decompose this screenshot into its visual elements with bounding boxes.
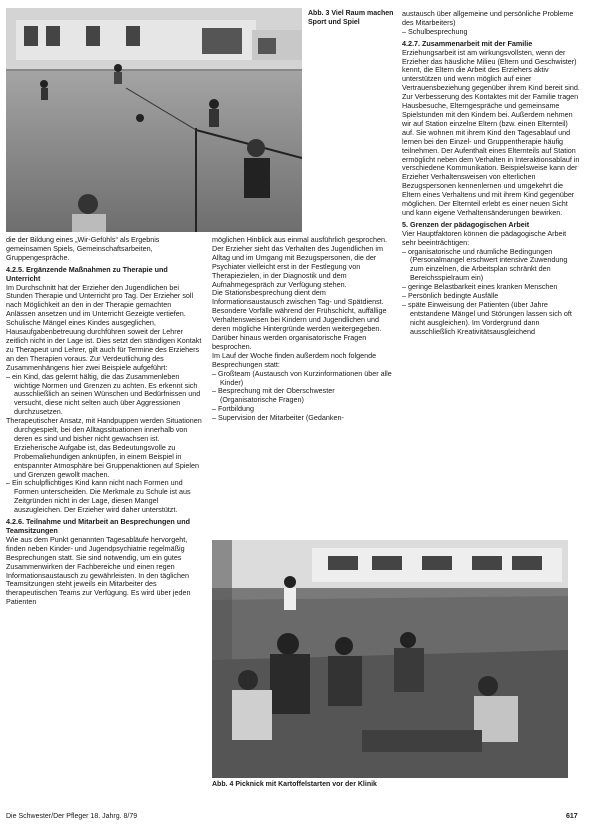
list-item: Therapeutischer Ansatz, mit Handpuppen werden Situationen durchgespielt, bei den Alltagssituationen innerhalb von deren es sind und bisher nicht gewachsen ist. Erzieherische Aufgabe ist, das Bedeutungsvolle zu Probemaliehundigen anknüpfen, in einem Beispiel in entspannter Atmosphäre bei Gruppenaktionen auf Spielen und Grenzen gewollt machen. (6, 416, 202, 479)
list-item: – Ein schulpflichtiges Kind kann nicht nach Formen und Formen unterscheiden. Die Merkmale zu Schule ist aus Zeitgründen nicht in der Lage, diesen Mangel auszugleichen. Der Erzieher wird daher unterstützt. (6, 478, 191, 515)
figure-4-caption: Abb. 4 Picknick mit Kartoffelstarten vor der Klinik (212, 781, 377, 788)
paragraph: die der Bildung eines „Wir-Gefühls“ als Ergebnis gemeinsamen Spiels, Gemeinschaftsarbeiten, Gruppengespräche. (6, 235, 160, 262)
list-item: – Supervision der Mitarbeiter (Gedanken- (212, 413, 344, 423)
list-item: – Großteam (Austausch von Kurzinformationen über alle Kinder) (212, 368, 392, 387)
paragraph: Vier Hauptfaktoren können die pädagogische Arbeit sehr beeinträchtigen: (402, 228, 567, 247)
text-column-2 (212, 236, 392, 423)
text-column-1 (6, 236, 202, 607)
list-item: – Persönlich bedingte Ausfälle (402, 291, 499, 301)
photo-schoolyard-sports (6, 8, 302, 232)
photo-picnic (212, 540, 568, 778)
list-item: – Fortbildung (212, 404, 254, 414)
section-heading: 4.2.7. Zusammenarbeit mit der Familie (402, 38, 533, 48)
page-number: 617 (566, 813, 578, 820)
list-item: – Schulbesprechung (402, 26, 468, 36)
text-column-3 (402, 10, 580, 337)
paragraph: austausch über allgemeine und persönliche Probleme des Mitarbeiters) (402, 9, 574, 27)
list-item: – späte Einweisung der Patienten (über Jahre entstandene Mängel und Störungen lassen sich oft nicht ausgleichen). Im Vordergrund dann ausschließlich Kreativitätsausgleichend (402, 300, 572, 336)
section-heading: 5. Grenzen der pädagogischen Arbeit (402, 219, 530, 229)
section-heading: 4.2.5. Ergänzende Maßnahmen zu Therapie und Unterricht (6, 264, 168, 283)
paragraph: Im Lauf der Woche finden außerdem noch folgende Besprechungen statt: (212, 350, 377, 369)
list-item: – Besprechung mit der Oberschwester (Organisatorische Fragen) (212, 386, 335, 405)
footer-journal-info: Die Schwester/Der Pfleger 18. Jahrg. 8/79 (6, 813, 138, 820)
list-item: – ein Kind, das gelernt hältig, die das Zusammenleben wichtige Normen und Grenzen zu achten. Es erkennt sich ausschließlich an seinen Wünschen und Bedürfnissen und versucht, diese nicht selten auch über Aggressionen durchzusetzen. (6, 371, 201, 417)
list-item: – geringe Belastbarkeit eines kranken Menschen (402, 282, 558, 292)
paragraph: Die Stationsbesprechung dient dem Informationsaustausch zwischen Tag- und Spätdienst. Besondere Vorfälle während der Frühschicht, auffällige Verhaltensweisen bei Kindern und Jugendlichen und deren mögliche Hintergründe werden weitergegeben. Darüber hinaus werden organisatorische Fragen besprochen. (212, 288, 387, 351)
section-heading: 4.2.6. Teilnahme und Mitarbeit an Besprechungen und Teamsitzungen (6, 517, 190, 535)
list-item: – organisatorische und räumliche Bedingungen (Personalmangel erschwert intensive Zuwendung zum einzelnen, die Arbeitsplan schränkt den Bereichsspielraum ein) (402, 246, 568, 283)
paragraph: Erziehungsarbeit ist am wirkungsvollsten, wenn der Erzieher das häusliche Milieu (Eltern und Geschwister) kennt, die Eltern die Arbeit des Erziehers aktiv unterstützen und wenn möglich auf einer Vertrauensbeziehung gegenüber ihrem Kind bereit sind. Zur Verbesserung des Kontaktes mit der Familie tragen Hausbesuche, Elterngespräche und gemeinsame Spielstunden mit den Kindern bei. Außerdem nehmen wir auf Station einzelne Eltern (bzw. einen Elternteil) auf. Sie wohnen mit ihrem Kind den Tagesablauf und lernen bei den Einzel- und Gruppentherapie häufig teilnehmen. Der Aufenthalt eines Elternteils auf Station ermöglicht neben dem Verhalten in Interaktionsablauf in verschiedene Kommunikation. Beispielsweise kann der Erzieher Verhaltensweisen von elterlichen Bezugspersonen kennenlernen und umgekehrt die Eltern eines Verhaltens und mit ihrem Kind gegenüber möglichen. Der Elternteil erlebt es einer neuen Sicht und kann eigene Verhaltensänderungen bewirken. (402, 47, 580, 217)
figure-3-caption: Abb. 3 Viel Raum machen Sport und Spiel (308, 10, 394, 26)
paragraph: Im Durchschnitt hat der Erzieher den Jugendlichen bei Stunden Therapie und Unterricht pro Tag. Der Erzieher soll nach Möglichkeit an den in der Therapie gemachten Anlässen ansetzen und im Unterricht Gezeigte vertiefen. Schulische Mängel eines Kindes ausgeglichen, Hausaufgabenbetreuung durchführen soweit der Lehrer zeitlich nicht in der Lage ist. Dies setzt den ständigen Kontakt zu Therapeut und Lehrer, gilt auch für Termine des Erziehers an den Therapien voraus. Zur Verdeutlichung des Zusammenhängens hier zwei Beispiele aufgeführt: (6, 282, 202, 372)
paragraph: Wie aus dem Punkt genannten Tagesabläufe hervorgeht, finden neben Kinder- und Jugendpsychiatrie regelmäßig Besprechungen statt. Sie sind notwendig, um ein gutes Zusammenwirken der Fachbereiche und einen regen Informationsaustausch zu gewährleisten. In den täglichen Teamsitzungen steht jeweils ein Mitarbeiter des therapeutischen Teams zur Verfügung. Es wird über jeden Patienten (6, 534, 191, 607)
paragraph: möglichen Hinblick aus einmal ausführlich gesprochen. Der Erzieher sieht das Verhalten des Jugendlichen im Alltag und im Umgang mit Bezugspersonen, die der Psychiater vielleicht erst in der Festlegung von Therapiezielen, in der Diagnostik und dem Aufnahmegespräch zur Verfügung stehen. (212, 235, 387, 289)
